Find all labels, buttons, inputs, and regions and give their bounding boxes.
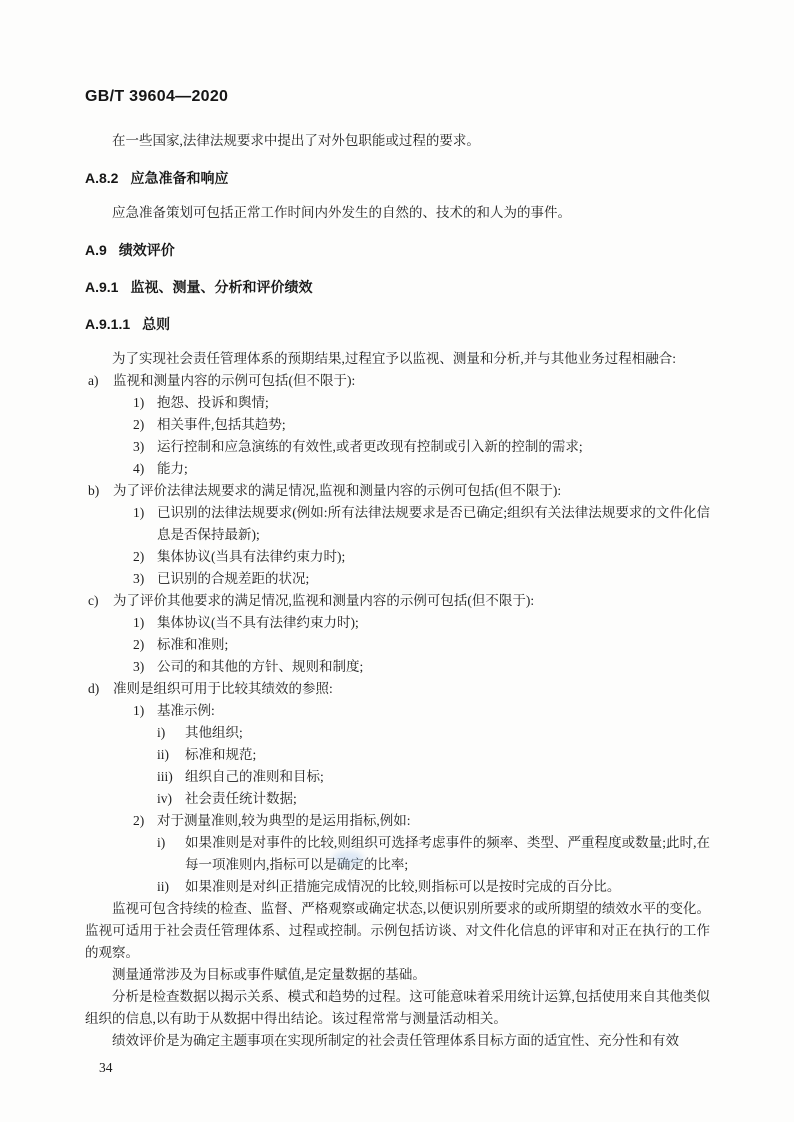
list-item [85, 678, 710, 700]
list-item-text: 已识别的法律法规要求(例如:所有法律法规要求是否已确定;组织有关法律法规要求的文件化信息是否保持最新); [157, 505, 710, 542]
list-item-marker: 1) [133, 703, 145, 718]
list-item [85, 634, 710, 656]
paragraph: 测量通常涉及为目标或事件赋值,是定量数据的基础。 [112, 967, 426, 982]
list-item-marker: 1) [133, 615, 145, 630]
paragraph: 为了实现社会责任管理体系的预期结果,过程宜予以监视、测量和分析,并与其他业务过程相融合: [112, 351, 676, 366]
list-item-marker: 3) [133, 659, 145, 674]
list-item [85, 700, 710, 722]
section-number: A.9 [85, 242, 107, 258]
list-item-marker: 4) [133, 461, 145, 476]
list-item-text: 社会责任统计数据; [185, 791, 297, 806]
list-item-text: 运行控制和应急演练的有效性,或者更改现有控制或引入新的控制的需求; [157, 439, 583, 454]
list-item-text: 集体协议(当不具有法律约束力时); [157, 615, 359, 630]
list-item-text: 公司的和其他的方针、规则和制度; [157, 659, 364, 674]
section-title: 监视、测量、分析和评价绩效 [130, 279, 313, 295]
list-item [85, 876, 710, 898]
list-item-marker: 2) [133, 637, 145, 652]
list-item [85, 414, 710, 436]
list-item [85, 568, 710, 590]
paragraph: 监视可包含持续的检查、监督、严格观察或确定状态,以便识别所要求的或所期望的绩效水平的变化。监视可适用于社会责任管理体系、过程或控制。示例包括访谈、对文件化信息的评审和对正在执行的工作的观察。 [85, 901, 710, 960]
list-item [85, 370, 710, 392]
list-item-text: 如果准则是对事件的比较,则组织可选择考虑事件的频率、类型、严重程度或数量;此时,在每一项准则内,指标可以是确定的比率; [185, 835, 710, 872]
section-number: A.9.1 [85, 279, 119, 295]
section-heading [85, 276, 710, 298]
section-title: 总则 [142, 316, 171, 332]
list-item-text: 准则是组织可用于比较其绩效的参照: [113, 681, 333, 696]
list-item [85, 788, 710, 810]
list-item-marker: d) [88, 681, 100, 696]
list-item [85, 546, 710, 568]
list-item [85, 832, 710, 876]
list-item [85, 458, 710, 480]
section-title: 应急准备和响应 [130, 170, 229, 186]
section-heading [85, 239, 710, 261]
section-number: A.8.2 [85, 170, 119, 186]
list-item [85, 810, 710, 832]
list-item-marker: i) [157, 835, 166, 850]
section-heading [85, 313, 710, 335]
list-item-text: 集体协议(当具有法律约束力时); [157, 549, 346, 564]
section-number: A.9.1.1 [85, 316, 131, 332]
list-item-marker: iv) [157, 791, 172, 806]
list-item [85, 502, 710, 546]
list-item-text: 能力; [157, 461, 188, 476]
paragraph: 在一些国家,法律法规要求中提出了对外包职能或过程的要求。 [112, 133, 480, 148]
list-item-text: 标准和规范; [185, 747, 257, 762]
list-item-marker: 3) [133, 571, 145, 586]
list-item-marker: 3) [133, 439, 145, 454]
list-item-text: 如果准则是对纠正措施完成情况的比较,则指标可以是按时完成的百分比。 [185, 879, 621, 894]
list-item-text: 相关事件,包括其趋势; [157, 417, 286, 432]
list-item [85, 744, 710, 766]
list-item [85, 436, 710, 458]
page-number: 34 [99, 1060, 113, 1075]
list-item-text: 标准和准则; [157, 637, 229, 652]
list-item-marker: a) [88, 373, 99, 388]
list-item-marker: 2) [133, 417, 145, 432]
list-item-marker: ii) [157, 747, 169, 762]
list-item-marker: ii) [157, 879, 169, 894]
list-item-marker: b) [88, 483, 100, 498]
list-item-text: 对于测量准则,较为典型的是运用指标,例如: [157, 813, 411, 828]
document-body [85, 130, 710, 1052]
list-item-text: 已识别的合规差距的状况; [157, 571, 310, 586]
section-title: 绩效评价 [118, 242, 175, 258]
list-item [85, 722, 710, 744]
list-item-marker: iii) [157, 769, 173, 784]
list-item-marker: 1) [133, 505, 145, 520]
list-item-text: 为了评价其他要求的满足情况,监视和测量内容的示例可包括(但不限于): [113, 593, 535, 608]
list-item-marker: 2) [133, 549, 145, 564]
section-heading [85, 167, 710, 189]
list-item-marker: c) [88, 593, 99, 608]
list-item-text: 监视和测量内容的示例可包括(但不限于): [113, 373, 356, 388]
list-item-marker: 1) [133, 395, 145, 410]
list-item-text: 组织自己的准则和目标; [185, 769, 324, 784]
list-item-marker: 2) [133, 813, 145, 828]
list-item-text: 基准示例: [157, 703, 215, 718]
list-item-text: 其他组织; [185, 725, 243, 740]
list-item [85, 392, 710, 414]
list-item-text: 为了评价法律法规要求的满足情况,监视和测量内容的示例可包括(但不限于): [113, 483, 562, 498]
paragraph: 分析是检查数据以揭示关系、模式和趋势的过程。这可能意味着采用统计运算,包括使用来自其他类似组织的信息,以有助于从数据中得出结论。该过程常常与测量活动相关。 [85, 989, 710, 1026]
paragraph: 绩效评价是为确定主题事项在实现所制定的社会责任管理体系目标方面的适宜性、充分性和有效 [112, 1033, 679, 1048]
list-item-marker: i) [157, 725, 166, 740]
list-item [85, 656, 710, 678]
list-item [85, 590, 710, 612]
standard-number-header: GB/T 39604—2020 [85, 88, 229, 105]
list-item [85, 766, 710, 788]
list-item-text: 抱怨、投诉和舆情; [157, 395, 269, 410]
list-item [85, 480, 710, 502]
list-item [85, 612, 710, 634]
paragraph: 应急准备策划可包括正常工作时间内外发生的自然的、技术的和人为的事件。 [112, 205, 571, 220]
